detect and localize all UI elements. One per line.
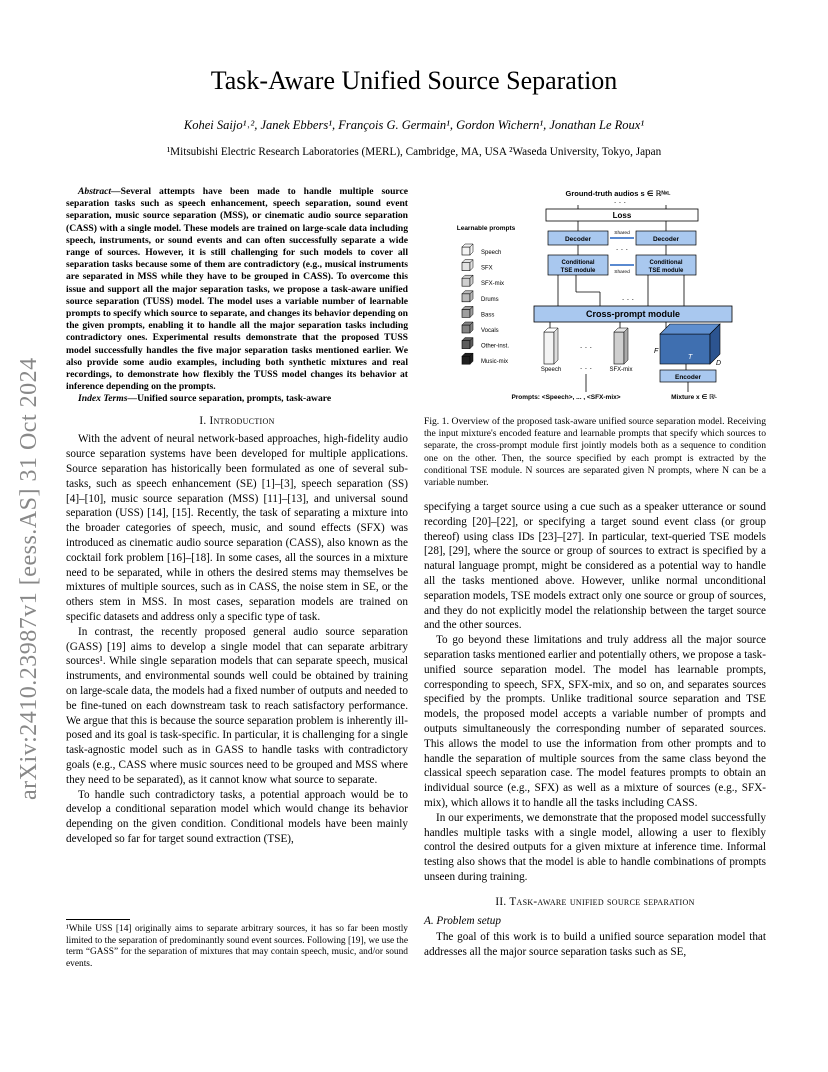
- prompt-item-label: SFX-mix: [481, 281, 504, 288]
- prompt-item-label: Other-inst.: [481, 343, 510, 350]
- section-2-heading: II. Task-aware unified source separation: [495, 895, 695, 908]
- shared-label-1: Shared: [614, 231, 630, 236]
- prompt-item-label: Music-mix: [481, 359, 508, 366]
- prompt-item-speech: [462, 244, 501, 256]
- prompt-item-music-mix: [462, 353, 508, 365]
- cross-prompt-label: Cross-prompt module: [585, 309, 681, 319]
- prompt-item-sfx: [462, 260, 493, 272]
- bottom-sfxmix-label: SFX-mix: [609, 367, 633, 373]
- arxiv-stamp: arXiv:2410.23987v1 [eess.AS] 31 Oct 2024: [16, 357, 42, 800]
- dim-t: T: [688, 354, 693, 361]
- gt-label: Ground-truth audios s ∈ ℝᴺˣᴸ: [565, 189, 671, 198]
- prompt-item-label: Drums: [481, 296, 499, 303]
- dim-d: D: [716, 360, 722, 367]
- shared-label-2: Shared: [614, 270, 630, 275]
- right-paragraph-2: To go beyond these limitations and truly address all the major source separation tasks mentioned earlier and potentially others, we propose a task-unified source separation model. The model has learnable prompts, corresponding to speech, SFX, SFX-mix, and so on, and separates sources specified by the prompts. Unlike traditional source separation and TSE models, the proposed model accepts a variable number of prompts and outputs simultaneously the corresponding number of separated sources. This allows the model to use the information from other prompts and to handle the separation of multiple sources from the same class beyond the classical speech separation case. The model features prompts to obtain an individual source (e.g., SFX) as well as a mixture of sources (e.g., SFX-mix), which allows it to handle all the tasks including CASS.: [424, 634, 766, 809]
- prompt-item-other-inst: [462, 338, 509, 350]
- bottom-speech-label: Speech: [540, 367, 562, 373]
- tse-label-1: Conditional TSE module: [560, 260, 596, 274]
- decoder-label-1: Decoder: [564, 236, 592, 243]
- encoder-label: Encoder: [674, 374, 702, 381]
- right-column: [424, 500, 766, 960]
- subsection-a-heading: A. Problem setup: [424, 914, 501, 927]
- section-1-heading: I. Introduction: [199, 414, 275, 427]
- ellipsis-top: · · ·: [613, 198, 627, 207]
- prompt-item-label: Bass: [481, 312, 495, 319]
- speech-token: [544, 332, 554, 364]
- footnote-rule: [66, 919, 130, 920]
- prompt-list: [462, 244, 509, 365]
- abstract-text: Several attempts have been made to handle multiple source separation tasks such as speech enhancement, speech separation, sound event separation, music source separation (MSS), or cinematic audio source separation (CASS) with a single model. These models are trained on large-scale data including speech, instruments, or sound events and can often successfully separate a wide range of sources. However, it is still challenging for such models to cover all separation tasks because some of them are contradictory (e.g., musical instruments are separated in MSS while they have to be grouped in CASS). To overcome this issue and support all the major separation tasks, we propose a task-aware unified source separation (TUSS) model. The model uses a variable number of learnable prompts to specify which source to separate, and changes its behavior depending on the given prompts, enabling it to handle all the major separation tasks including contradictory ones. Experimental results demonstrate that the proposed TUSS model successfully handles the five major separation tasks mentioned earlier. We also provide some audio examples, including both synthetic mixtures and real recordings, to demonstrate how flexibly the TUSS model changes its behavior at inference depending on the prompts.: [66, 186, 408, 393]
- prompt-item-drums: [462, 291, 499, 303]
- learnable-prompts-label: Learnable prompts: [456, 225, 516, 232]
- dim-f: F: [654, 348, 659, 355]
- prompts-label: Prompts: <Speech>, ... , <SFX-mix>: [511, 394, 621, 401]
- encoded-feature-cube: [660, 334, 710, 364]
- prompt-item-label: Speech: [481, 250, 502, 256]
- loss-label: Loss: [612, 211, 632, 220]
- right-paragraph-1: specifying a target source using a cue such as a speaker utterance or sound recording [20]–[22], or specifying a target sound event class (or group thereof) using class IDs [23]–[27]. In particular, text-queried TSE models [28], [29], where the source or group of sources to extract is specified by a natural language prompt, might be considered as a potential way to handle all the tasks mentioned above. However, unlike normal unconditional separation models, TSE models extract only one source or group of sources, and they do not explicitly model the relationship between the target source and the other sources.: [424, 501, 766, 632]
- ellipsis-mid: · · ·: [615, 245, 629, 254]
- sfxmix-token: [614, 332, 624, 364]
- prompt-item-label: SFX: [481, 265, 493, 272]
- ellipsis-bottom: · · ·: [579, 364, 593, 373]
- section-2-paragraph: The goal of this work is to build a unified source separation model that addresses all the major source separation tasks such as SE,: [424, 931, 766, 959]
- ellipsis-cross: · · ·: [621, 295, 635, 304]
- prompt-item-sfx-mix: [462, 275, 504, 287]
- left-column: [66, 186, 408, 847]
- right-paragraph-3: In our experiments, we demonstrate that the proposed model successfully handles multiple tasks with a single model, allowing a user to flexibly control the desired outputs for a given mixture at inference time. Informal testing also shows that the model is able to handle combinations of prompts unseen during training.: [424, 811, 766, 883]
- abstract: [66, 186, 408, 393]
- footnote: ¹While USS [14] originally aims to separate arbitrary sources, it has so far been mostly limited to the separation of predominantly sound event sources. Following [19], we use the term “GASS” for the separation of mixtures that may contain speech, music, and/or sound events.: [66, 924, 408, 969]
- index-terms: [66, 393, 408, 405]
- index-terms-text: Unified source separation, prompts, task-aware: [137, 393, 332, 405]
- paper-title: Task-Aware Unified Source Separation: [210, 66, 618, 95]
- prompt-item-vocals: [462, 322, 499, 334]
- mixture-label: Mixture x ∈ ℝᴸ: [671, 394, 717, 401]
- abstract-label: Abstract—: [78, 186, 121, 197]
- index-terms-label: Index Terms—: [78, 393, 138, 405]
- intro-paragraph-2: In contrast, the recently proposed general audio source separation (GASS) [19] aims to develop a single model that can separate arbitrary sources¹. While single separation models that can separate speech, musical instruments, and environmental sounds well could be obtained by training on large-scale data, the models had a fixed number of outputs and needed to be fine-tuned on each downstream task to reach satisfactory performance. We argue that this is because the source separation problem is inherently ill-posed and its goal is task-specific. In particular, it is challenging for a single task-agnostic model such as in GASS to handle tasks with contradictory goals (e.g., CASS where music sources need to be grouped and MSS where they need to be separated), as it cannot know what source to separate.: [66, 625, 408, 786]
- decoder-label-2: Decoder: [652, 236, 680, 243]
- author-list: Kohei Saijo¹˒², Janek Ebbers¹, François G. Germain¹, Gordon Wichern¹, Jonathan Le Roux¹: [183, 118, 645, 132]
- figure-caption: Fig. 1. Overview of the proposed task-aware unified source separation model. Receiving the input mixture's encoded feature and learnable prompts that specify which sources to separate, the cross-prompt module first jointly models both as a sequence to condition one on the other. Then, the source specified by each prompt is extracted by the conditional TSE module. N sources are separated given N prompts, where N can be a variable number.: [424, 416, 766, 489]
- svg-text:Learnable prompts: [457, 225, 516, 232]
- intro-paragraph-3: To handle such contradictory tasks, a potential approach would be to develop a conditional separation model which would change its behavior depending on the given condition. Conditional models have been mainly developed so far for target sound extraction (TSE),: [66, 788, 408, 845]
- affiliations: ¹Mitsubishi Electric Research Laboratories (MERL), Cambridge, MA, USA ²Waseda University, Tokyo, Japan: [166, 146, 662, 158]
- figure-1-diagram: [440, 184, 766, 412]
- ellipsis-tokens: · · ·: [579, 343, 593, 352]
- prompt-item-bass: [462, 306, 494, 318]
- prompt-item-label: Vocals: [481, 328, 499, 334]
- tse-label-2: Conditional TSE module: [648, 260, 684, 274]
- intro-paragraph-1: With the advent of neural network-based approaches, high-fidelity audio source separation systems have been developed for multiple applications. Source separation has historically been formulated as one of several sub-tasks, such as speech enhancement (SE) [1]–[3], speech separation (SS) [4]–[10], music source separation (MSS) [11]–[13], and universal sound separation (USS) [14], [15]. Recently, the task of separating a mixture into the broader categories of speech, music, and sound effects (SFX) was introduced as cinematic audio source separation (CASS), also known as the cocktail fork problem [16]–[18]. In some cases, all the sources in a mixture need to be separated, while in others the desired stems may themselves be mixtures of multiple sources, such as in CASS, the noise stem in SE, or the others stem in MSS. In most cases, separation models are trained on specific datasets and address only a specific type of task.: [66, 433, 408, 624]
